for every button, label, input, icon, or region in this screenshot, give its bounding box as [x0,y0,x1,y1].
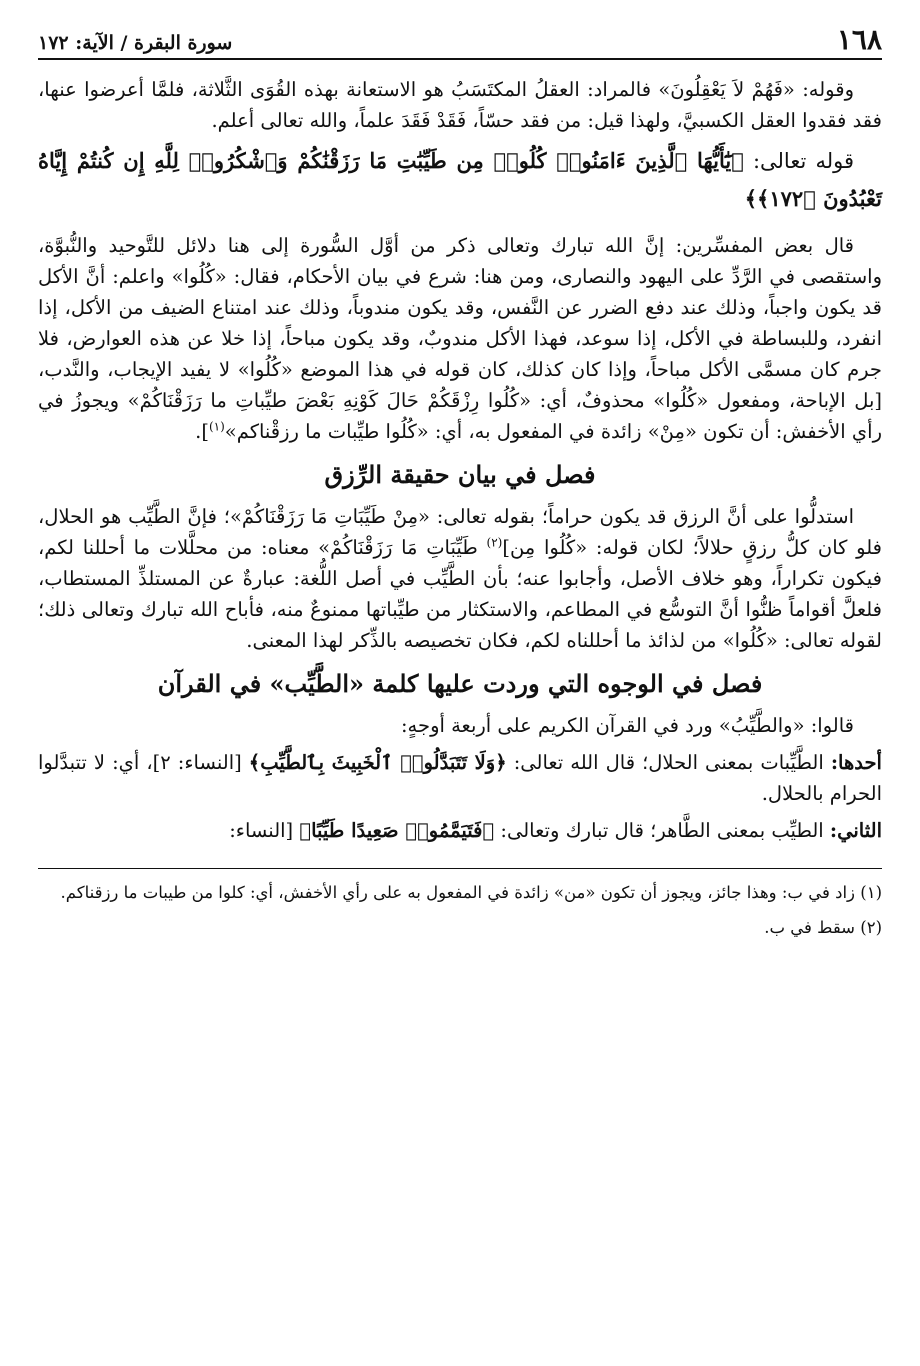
paragraph-commentary [38,230,882,447]
first-aspect-verse: ﴿وَلَا تَتَبَدَّلُوا۟ ٱلْخَبِيثَ بِٱلطَّيِّبِ﴾ [248,751,507,774]
footnotes [38,879,882,941]
first-aspect-ref: [النساء: ٢]، أي: لا تتبدَّلوا الحرام بالحلال. [38,751,882,805]
second-aspect-text: الطيِّب بمعنى الطَّاهر؛ قال تبارك وتعالى: [500,819,824,842]
second-aspect-ref: [النساء: [229,819,294,842]
page-number: ١٦٨ [836,23,882,56]
document-page [38,23,882,1338]
rizq-text-a: استدلُّوا على أنَّ الرزق قد يكون حراماً؛ بقوله تعالى: «مِنْ طَيِّبَاتِ مَا رَزَقْنَاكُمْ»؛ فإنَّ الطَّيِّب هو الحلال، فلو كان كلُّ رزقٍ حلالاً؛ لكان قوله: «كُلُوا مِن] [38,505,882,559]
quran-verse: ﴿يَٰٓأَيُّهَا ٱلَّذِينَ ءَامَنُوا۟ كُلُوا۟ مِن طَيِّبَٰتِ مَا رَزَقْنَٰكُمْ وَٱشْكُرُوا۟ لِلَّهِ إِن كُنتُمْ إِيَّاهُ تَعْبُدُونَ ﴿١٧٢﴾﴾ [38,148,882,211]
paragraph-first-aspect [38,747,882,809]
commentary-text: قال بعض المفسِّرين: إنَّ الله تبارك وتعالى ذكر من أوَّل السُّورة إلى هنا دلائل للتَّوحيد والنُّبوَّة، واستقصى في الرَّدِّ على اليهود والنصارى، ومن هنا: شرع في بيان الأحكام، فقال: «كُلُوا» واعلم: أنَّ الأكل قد يكون واجباً، وذلك عند دفع الضرر عن النَّفس، وقد يكون مندوباً، وذلك عند امتناع الضيف من الأكل، إذا انفرد، وللبساطة في الأكل، إذا سوعد، فهذا الأكل مندوبٌ، وقد يكون مباحاً، إذا خلا عن هذه العوارض، فلا جرم كان مسمَّى الأكل مباحاً، وإذا كان كذلك، كان قوله في هذا الموضع «كُلُوا» لا يفيد الإيجاب، والنَّدب، [بل الإباحة، ومفعول «كُلُوا» محذوفٌ، أي: «كُلُوا رِزْقَكُمْ حَالَ كَوْنِهِ بَعْضَ طيِّباتِ ما رَزَقْنَاكُمْ» ويجوزُ في رأي الأخفش: أن تكون «مِنْ» زائدة في المفعول به، أي: «كُلُوا طيِّبات ما رزقْناكم» [38,234,882,443]
verse-paragraph [38,142,882,218]
footnote-divider [38,868,882,869]
first-aspect-lead: أحدها: [830,751,882,774]
footnote-2: (٢) سقط في ب. [764,918,882,937]
footnote-1: (١) زاد في ب: وهذا جائز، ويجوز أن تكون «من» زائدة في المفعول به على رأي الأخفش، أي: كلوا من طيبات ما رزقناكم. [60,883,882,902]
paragraph-rizq [38,501,882,656]
body-text [38,74,882,846]
running-title: سورة البقرة / الآية: ١٧٢ [38,32,233,54]
second-aspect-lead: الثاني: [829,819,882,842]
running-header [38,23,882,60]
paragraph-second-aspect [38,815,882,846]
footnote-ref-1: (١) [208,419,225,434]
section-heading-rizq: فصل في بيان حقيقة الرِّزق [324,460,596,489]
first-aspect-text: الطَّيِّبات بمعنى الحلال؛ قال الله تعالى: [513,751,824,774]
second-aspect-verse: ﴿فَتَيَمَّمُوا۟ صَعِيدًا طَيِّبًا﴾ [299,819,495,842]
commentary-end: ]. [195,420,209,443]
paragraph-four-aspects: قالوا: «والطَّيِّبُ» ورد في القرآن الكريم على أربعة أوجهٍ: [400,714,854,737]
paragraph-intro: وقوله: «فَهُمْ لاَ يَعْقِلُونَ» فالمراد: العقلُ المكتَسَبُ هو الاستعانة بهذه القُوَى الثَّلاثة، فلمَّا أعرضوا عنها، فقد فقدوا العقل الكسبيَّ، ولهذا قيل: من فقد حسّاً، فَقَدْ فَقَدَ علماً، والله تعالى أعلم. [38,78,882,132]
footnote-ref-2: (٢) [486,535,503,550]
section-heading-tayyib: فصل في الوجوه التي وردت عليها كلمة «الطَّيِّب» في القرآن [157,669,763,698]
rizq-text-b: طَيِّبَاتِ مَا رَزَقْنَاكُمْ» معناه: من محلَّلات ما أحللنا لكم، فيكون تكراراً، وهو خلاف الأصل، وأجابوا عنه؛ بأن الطَّيِّب في أصل اللُّغة: عبارةٌ عن المستلذِّ المستطاب، فلعلَّ أقواماً ظنُّوا أنَّ التوسُّع في المطاعم، والاستكثار من طيِّباتها ممنوعٌ منه، فأباح الله تبارك وتعالى ذلك؛ لقوله تعالى: «كُلُوا» من لذائذ ما أحللناه لكم، فكان تخصيصه بالذِّكر لهذا المعنى. [38,536,882,652]
verse-intro: قوله تعالى: [752,149,854,173]
